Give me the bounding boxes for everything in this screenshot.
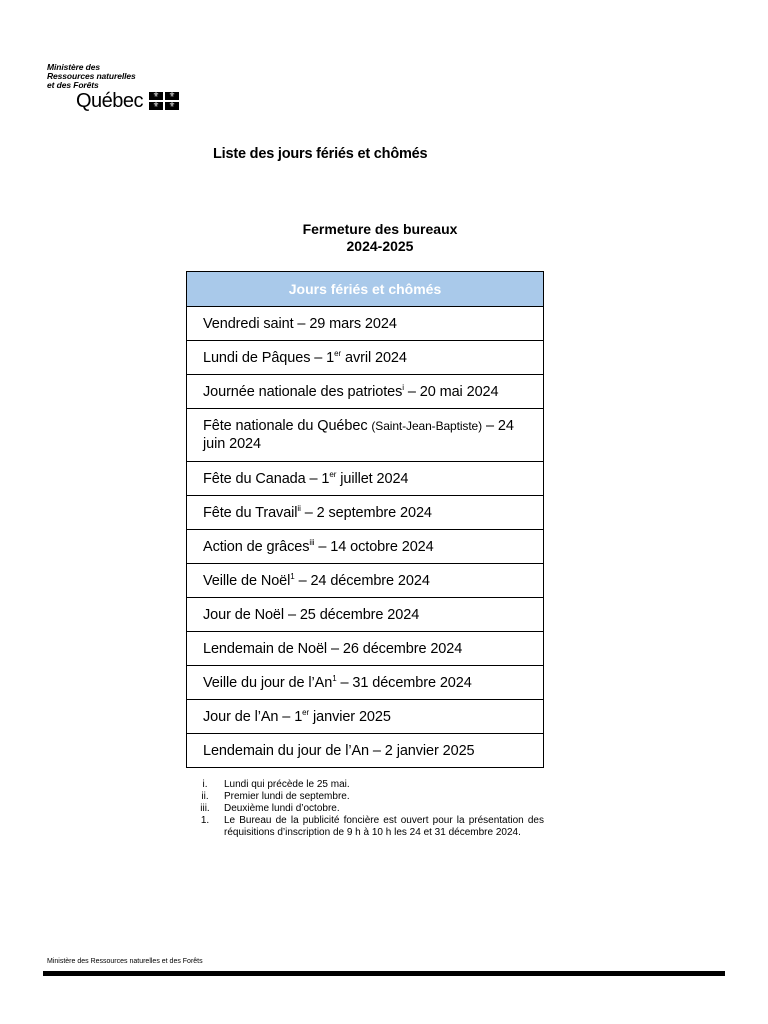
footer-ministry-name: Ministère des Ressources naturelles et des Forêts bbox=[47, 958, 203, 965]
table-cell: Fête nationale du Québec (Saint-Jean-Baptiste) – 24 juin 2024 bbox=[187, 409, 544, 462]
table-header: Jours fériés et chômés bbox=[187, 272, 544, 307]
document-title: Liste des jours fériés et chômés bbox=[213, 146, 428, 162]
table-cell: Journée nationale des patriotes$^i$ – 20 mai 2024 bbox=[187, 375, 544, 409]
table-row bbox=[187, 409, 544, 462]
table-row bbox=[187, 496, 544, 530]
table-cell: Veille de Noël$^1$ – 24 décembre 2024 bbox=[187, 564, 544, 598]
table-cell: Vendredi saint – 29 mars 2024 bbox=[187, 307, 544, 341]
table-row bbox=[187, 375, 544, 409]
table-row bbox=[187, 734, 544, 768]
table-row bbox=[187, 564, 544, 598]
footnote: iii. Deuxième lundi d’octobre. bbox=[200, 803, 340, 814]
table-cell: Fête du Canada – 1er juillet 2024 bbox=[187, 462, 544, 496]
table-cell: Veille du jour de l’An$^1$ – 31 décembre 2024 bbox=[187, 666, 544, 700]
table-cell: Lundi de Pâques – 1er avril 2024 bbox=[187, 341, 544, 375]
table-cell: Fête du Travail$^{ii}$ – 2 septembre 2024 bbox=[187, 496, 544, 530]
table-row bbox=[187, 598, 544, 632]
table-cell: Action de grâces$^{iii}$ – 14 octobre 2024 bbox=[187, 530, 544, 564]
table-row bbox=[187, 462, 544, 496]
table-row bbox=[187, 341, 544, 375]
table-row bbox=[187, 700, 544, 734]
footnote: 1. Le Bureau de la publicité foncière est ouvert pour la présentation des réquisitions d’inscription de 9 h à 10 h les 24 et 31 décembre 2024. bbox=[200, 815, 544, 838]
table-cell: Lendemain du jour de l’An – 2 janvier 2025 bbox=[187, 734, 544, 768]
footnote: i. Lundi qui précède le 25 mai. bbox=[202, 779, 350, 790]
logo-ministry-name: Ministère des Ressources naturelles et des Forêts bbox=[47, 62, 136, 90]
quebec-flag-icon: ⚜ ⚜ ⚜ ⚜ bbox=[149, 92, 179, 110]
table-cell: Jour de l’An – 1er janvier 2025 bbox=[187, 700, 544, 734]
table-row bbox=[187, 632, 544, 666]
footer-divider bbox=[43, 971, 725, 976]
footnote: ii. Premier lundi de septembre. bbox=[201, 791, 350, 802]
logo-quebec-wordmark: Québec bbox=[76, 90, 144, 112]
ministry-logo bbox=[47, 63, 179, 111]
section-heading-years: 2024-2025 bbox=[346, 238, 414, 254]
footnotes bbox=[190, 779, 544, 839]
holidays-table bbox=[186, 271, 544, 768]
table-row bbox=[187, 530, 544, 564]
table-cell: Lendemain de Noël – 26 décembre 2024 bbox=[187, 632, 544, 666]
table-cell: Jour de Noël – 25 décembre 2024 bbox=[187, 598, 544, 632]
table-row bbox=[187, 666, 544, 700]
section-heading: Fermeture des bureaux bbox=[302, 221, 458, 237]
table-row bbox=[187, 307, 544, 341]
